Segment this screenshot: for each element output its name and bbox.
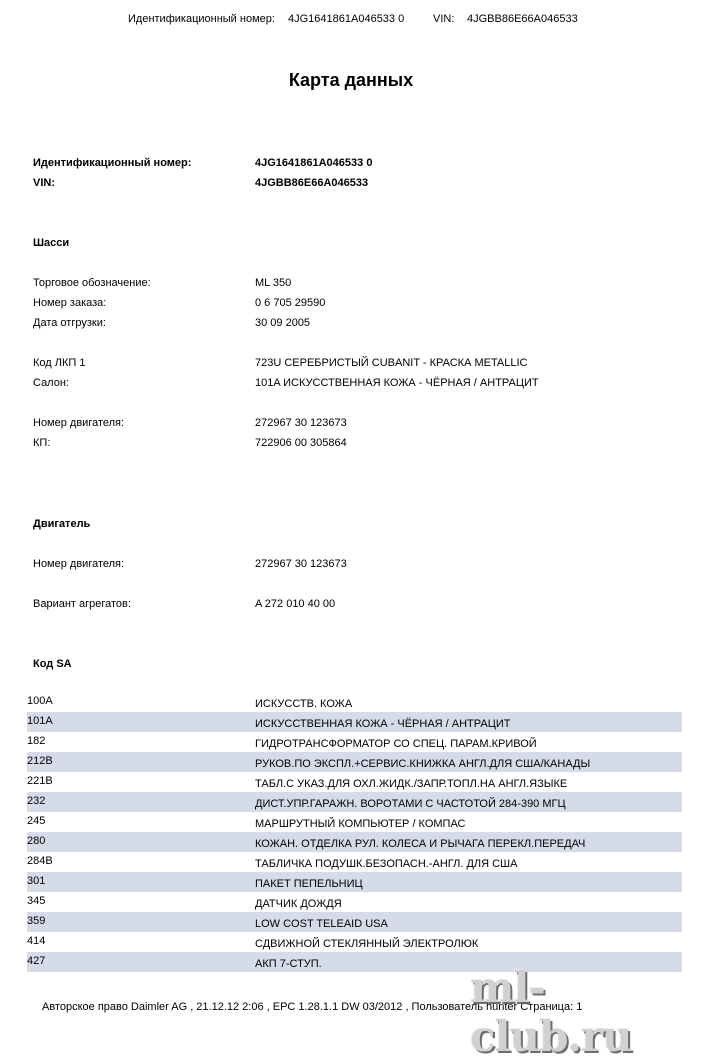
sa-description: ДАТЧИК ДОЖДЯ	[255, 898, 342, 910]
interior-label: Салон:	[33, 377, 69, 389]
variant-value: A 272 010 40 00	[255, 598, 336, 610]
engine-heading: Двигатель	[33, 518, 91, 530]
sa-code: 100A	[27, 695, 53, 707]
footer-copyright: Авторское право Daimler AG , 21.12.12 2:06 , EPC 1.28.1.1 DW 03/2012 , Пользователь hunter Страница: 1	[42, 1001, 583, 1013]
sa-description: МАРШРУТНЫЙ КОМПЬЮТЕР / КОМПАС	[255, 818, 466, 830]
sa-code: 359	[27, 915, 46, 927]
ship-value: 30 09 2005	[255, 317, 311, 329]
chassis-heading: Шасси	[33, 237, 70, 249]
trade-label: Торговое обозначение:	[33, 277, 151, 289]
sa-row	[27, 832, 682, 852]
sa-description: СДВИЖНОЙ СТЕКЛЯННЫЙ ЭЛЕКТРОЛЮК	[255, 938, 479, 950]
sa-row	[27, 752, 682, 772]
sa-description: КОЖАН. ОТДЕЛКА РУЛ. КОЛЕСА И РЫЧАГА ПЕРЕКЛ.ПЕРЕДАЧ	[255, 838, 586, 850]
sa-row	[27, 712, 682, 732]
gearbox-value: 722906 00 305864	[255, 437, 347, 449]
sa-description: ДИСТ.УПР.ГАРАЖН. ВОРОТАМИ С ЧАСТОТОЙ 284-390 МГЦ	[255, 798, 566, 810]
watermark-logo: ml-club.ru	[470, 963, 632, 1061]
sa-description: РУКОВ.ПО ЭКСПЛ.+СЕРВИС.КНИЖКА АНГЛ.ДЛЯ США/КАНАДЫ	[255, 758, 591, 770]
ident-id-value: 4JG1641861A046533 0	[255, 157, 373, 169]
sa-code: 284B	[27, 855, 53, 867]
sa-heading: Код SA	[33, 658, 72, 670]
chassis-engine-label: Номер двигателя:	[33, 417, 125, 429]
gearbox-label: КП:	[33, 437, 51, 449]
header-id-label: Идентификационный номер:	[128, 13, 275, 25]
order-value: 0 6 705 29590	[255, 297, 326, 309]
sa-description: ИСКУССТВ. КОЖА	[255, 698, 353, 710]
paint-value: 723U СЕРЕБРИСТЫЙ CUBANIT - КРАСКА METALLIC	[255, 357, 528, 369]
sa-description: ПАКЕТ ПЕПЕЛЬНИЦ	[255, 878, 363, 890]
header-id-value: 4JG1641861A046533 0	[288, 13, 405, 25]
order-label: Номер заказа:	[33, 297, 107, 309]
sa-description: LOW COST TELEAID USA	[255, 918, 388, 930]
sa-row	[27, 812, 682, 832]
sa-description: ТАБЛ.С УКАЗ.ДЛЯ ОХЛ.ЖИДК./ЗАПР.ТОПЛ.НА АНГЛ.ЯЗЫКЕ	[255, 778, 568, 790]
header-vin-value: 4JGBB86E66A046533	[467, 13, 578, 25]
sa-code: 232	[27, 795, 46, 807]
sa-row	[27, 692, 682, 712]
sa-code: 301	[27, 875, 46, 887]
ident-vin-label: VIN:	[33, 177, 55, 189]
chassis-engine-value: 272967 30 123673	[255, 417, 347, 429]
sa-code: 245	[27, 815, 46, 827]
sa-code: 427	[27, 955, 46, 967]
paint-label: Код ЛКП 1	[33, 357, 86, 369]
sa-table	[27, 692, 682, 972]
page-title: Карта данных	[288, 70, 414, 90]
sa-row	[27, 852, 682, 872]
engine-number-value: 272967 30 123673	[255, 558, 347, 570]
sa-description: ГИДРОТРАНСФОРМАТОР СО СПЕЦ. ПАРАМ.КРИВОЙ	[255, 738, 537, 750]
trade-value: ML 350	[255, 277, 292, 289]
sa-code: 221B	[27, 775, 53, 787]
sa-code: 345	[27, 895, 46, 907]
sa-code: 414	[27, 935, 46, 947]
sa-row	[27, 732, 682, 752]
sa-code: 101A	[27, 715, 53, 727]
engine-number-label: Номер двигателя:	[33, 558, 125, 570]
sa-row	[27, 912, 682, 932]
sa-description: ТАБЛИЧКА ПОДУШК.БЕЗОПАСН.-АНГЛ. ДЛЯ США	[255, 858, 518, 870]
sa-row	[27, 792, 682, 812]
sa-code: 212B	[27, 755, 53, 767]
header-vin-label: VIN:	[433, 13, 455, 25]
sa-row	[27, 872, 682, 892]
sa-description: ИСКУССТВЕННАЯ КОЖА - ЧЁРНАЯ / АНТРАЦИТ	[255, 718, 511, 730]
ident-id-label: Идентификационный номер:	[33, 157, 192, 169]
sa-row	[27, 892, 682, 912]
interior-value: 101A ИСКУССТВЕННАЯ КОЖА - ЧЁРНАЯ / АНТРАЦИТ	[255, 377, 539, 389]
ident-vin-value: 4JGBB86E66A046533	[255, 177, 369, 189]
sa-code: 280	[27, 835, 46, 847]
variant-label: Вариант агрегатов:	[33, 598, 131, 610]
sa-row	[27, 772, 682, 792]
sa-row	[27, 932, 682, 952]
ship-label: Дата отгрузки:	[33, 317, 106, 329]
sa-description: АКП 7-СТУП.	[255, 958, 322, 970]
sa-code: 182	[27, 735, 46, 747]
